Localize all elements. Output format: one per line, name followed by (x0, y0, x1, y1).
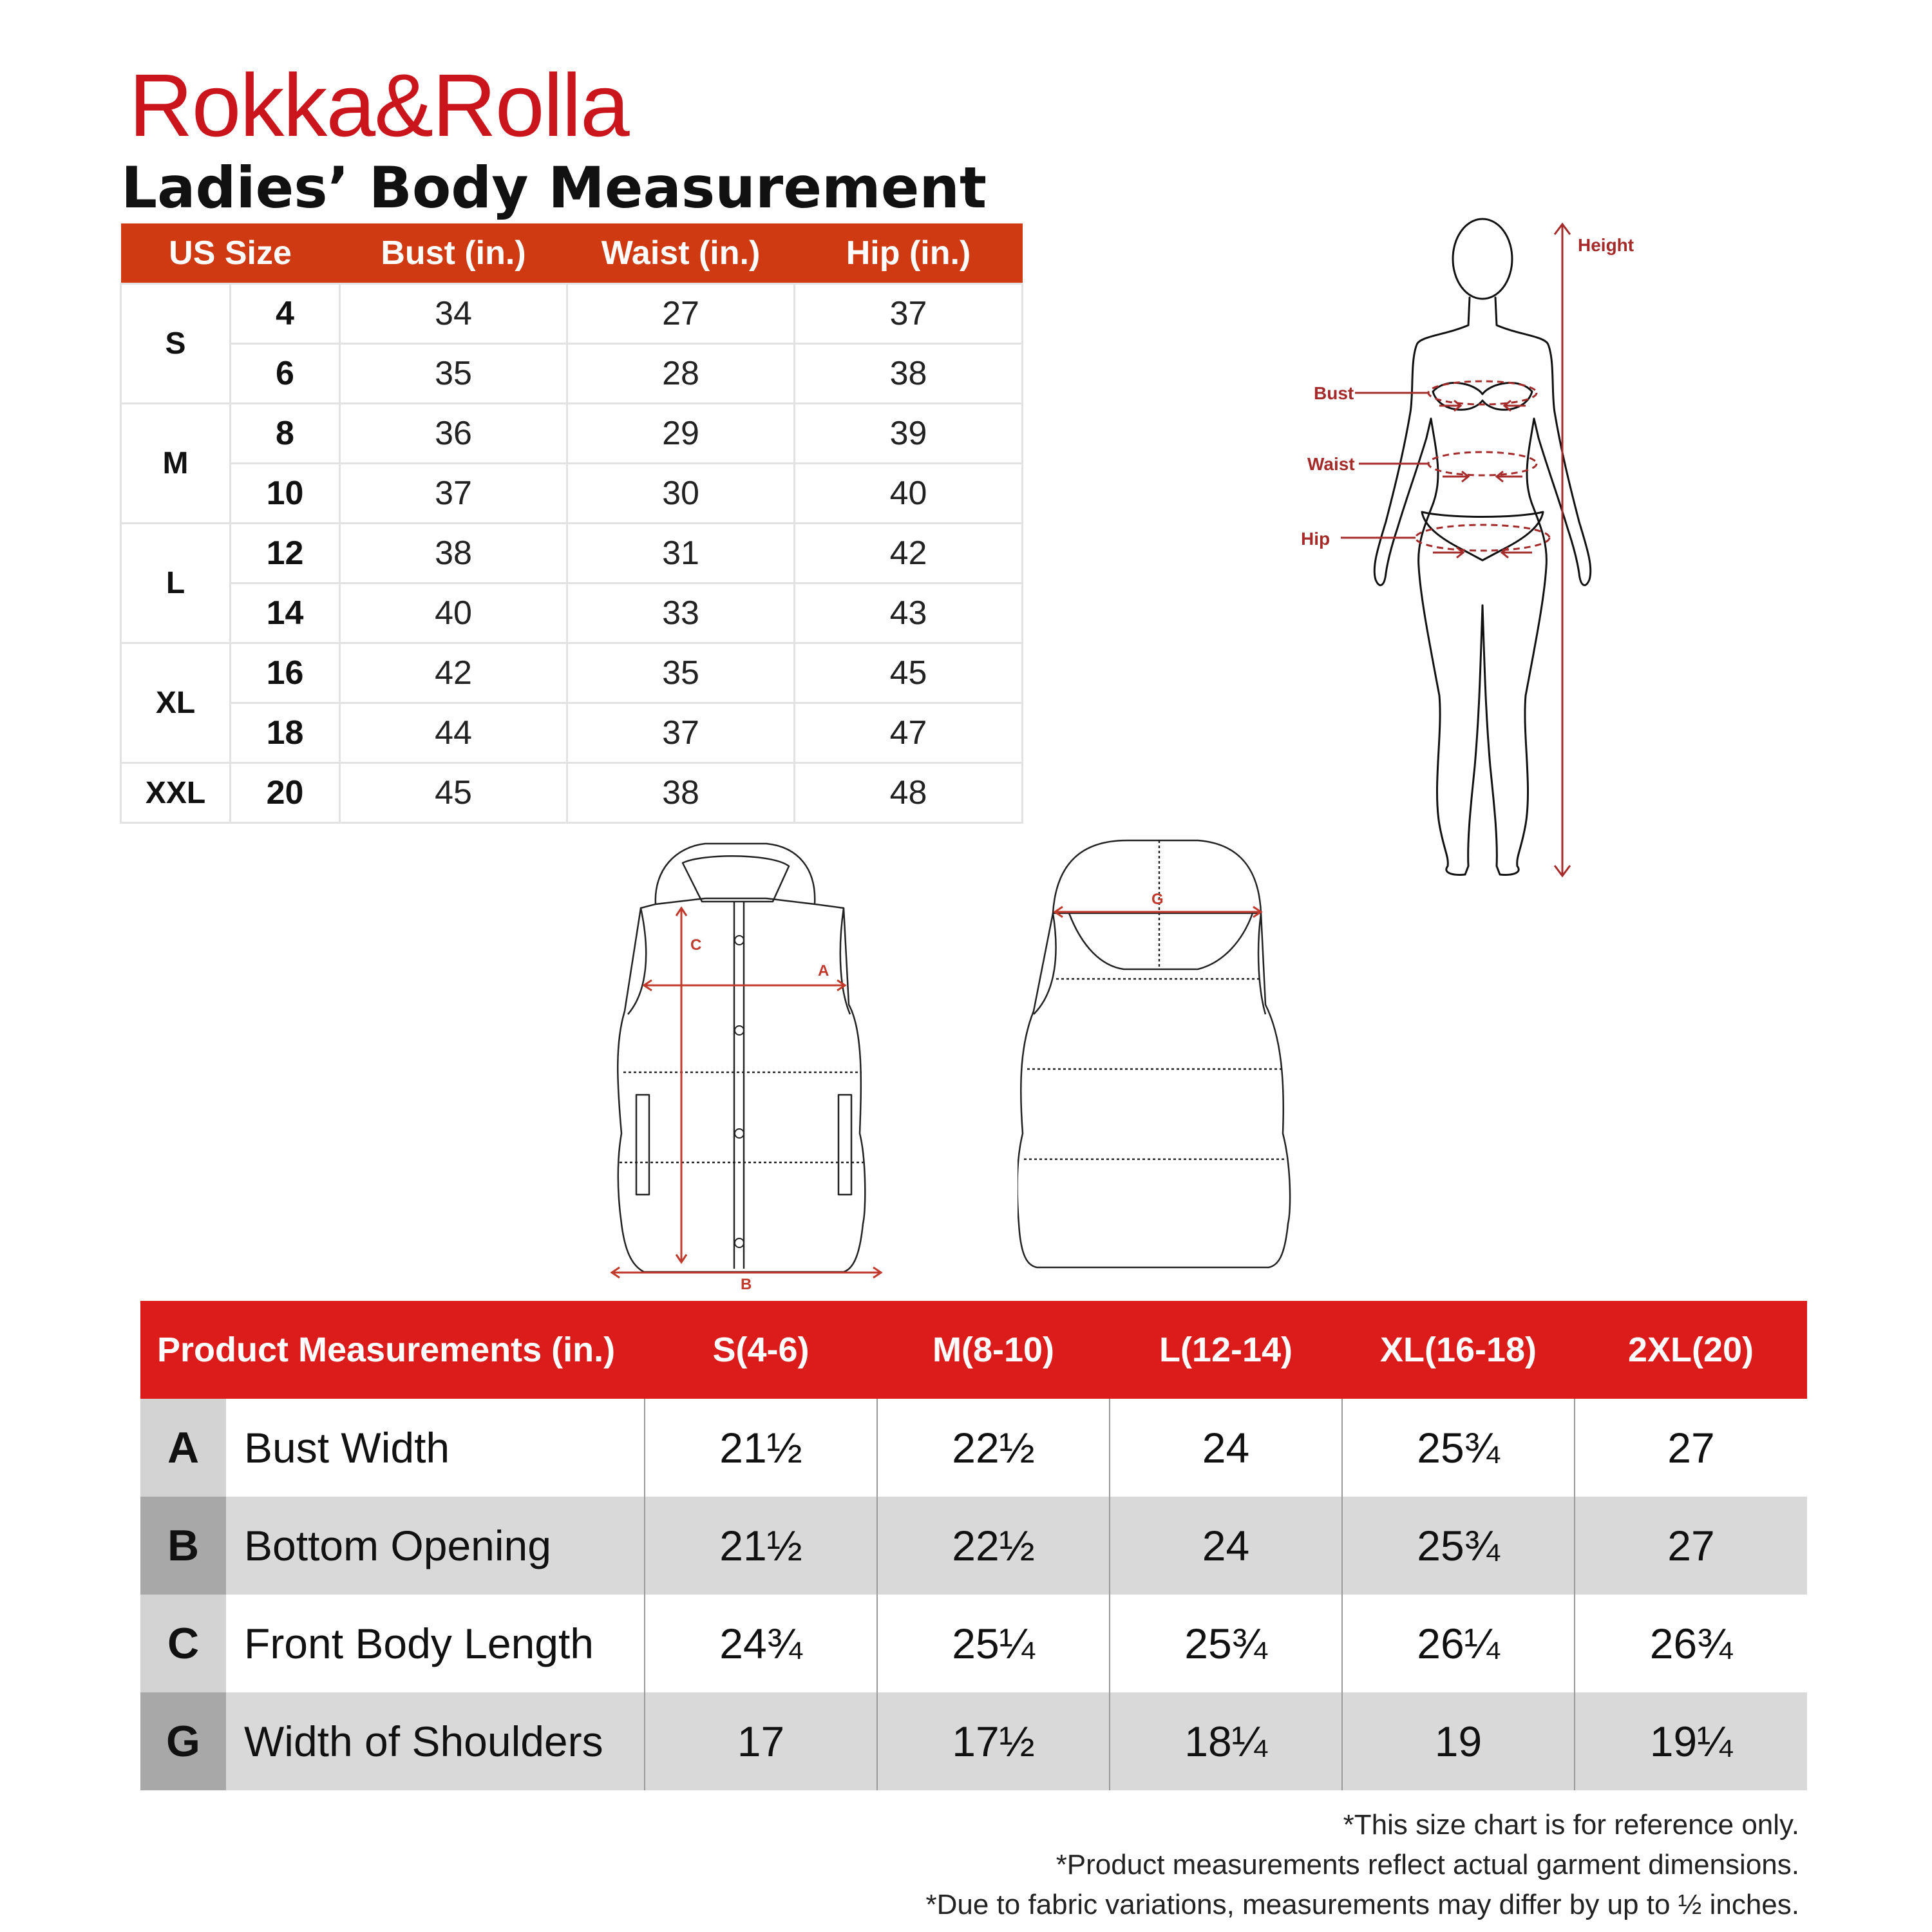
measure-value: 25¾ (1110, 1595, 1342, 1692)
waist-value: 29 (567, 404, 795, 464)
vest-front-diagram (605, 837, 889, 1294)
size-letter: S (121, 284, 231, 404)
measure-code: A (140, 1399, 226, 1497)
body-outline (1374, 219, 1591, 875)
table-row (140, 1692, 1807, 1790)
waist-value: 27 (567, 284, 795, 344)
header-us-size: US Size (121, 223, 340, 284)
table-row (121, 284, 1023, 344)
waist-value: 28 (567, 344, 795, 404)
size-number: 18 (231, 703, 340, 763)
hip-value: 42 (795, 524, 1023, 583)
size-letter: L (121, 524, 231, 643)
table-row (121, 404, 1023, 464)
measure-lines (1341, 224, 1570, 876)
waist-value: 35 (567, 643, 795, 703)
vest-front-outline (618, 844, 865, 1272)
vest-label-b: B (741, 1276, 752, 1293)
measure-code: B (140, 1497, 226, 1595)
footnote-variation: *Due to fabric variations, measurements may differ by up to ½ inches. (925, 1889, 1799, 1920)
body-measurement-table (120, 223, 1023, 824)
body-table-header (121, 223, 1023, 284)
bust-value: 36 (340, 404, 567, 464)
footnote-reference: *This size chart is for reference only. (1343, 1809, 1799, 1841)
size-number: 12 (231, 524, 340, 583)
body-figure-diagram (1275, 206, 1726, 889)
header-waist: Waist (in.) (567, 223, 795, 284)
brand-logo: Rokka&Rolla (129, 56, 629, 155)
header-size-m: M(8-10) (877, 1301, 1110, 1399)
header-size-s: S(4-6) (645, 1301, 877, 1399)
size-number: 14 (231, 583, 340, 643)
hip-value: 38 (795, 344, 1023, 404)
table-row (121, 703, 1023, 763)
header-bust: Bust (in.) (340, 223, 567, 284)
vest-buttons (735, 936, 744, 1247)
measure-value: 21½ (645, 1497, 877, 1595)
measure-value: 24 (1110, 1497, 1342, 1595)
measure-value: 17 (645, 1692, 877, 1790)
bust-value: 42 (340, 643, 567, 703)
waist-value: 31 (567, 524, 795, 583)
size-letter: M (121, 404, 231, 524)
hip-value: 43 (795, 583, 1023, 643)
table-row (121, 524, 1023, 583)
size-number: 6 (231, 344, 340, 404)
measure-code: G (140, 1692, 226, 1790)
measure-label: Bust Width (226, 1399, 645, 1497)
size-number: 4 (231, 284, 340, 344)
table-row (121, 643, 1023, 703)
vest-label-a: A (818, 962, 829, 980)
vest-back-diagram (1018, 837, 1301, 1282)
table-row (140, 1399, 1807, 1497)
measure-value: 21½ (645, 1399, 877, 1497)
bust-value: 38 (340, 524, 567, 583)
measure-value: 27 (1575, 1497, 1807, 1595)
table-row (121, 763, 1023, 823)
size-number: 10 (231, 464, 340, 524)
measure-value: 19¼ (1575, 1692, 1807, 1790)
hip-value: 45 (795, 643, 1023, 703)
size-letter: XL (121, 643, 231, 763)
measure-value: 26¼ (1342, 1595, 1575, 1692)
waist-value: 37 (567, 703, 795, 763)
hip-value: 37 (795, 284, 1023, 344)
header-hip: Hip (in.) (795, 223, 1023, 284)
table-row (140, 1595, 1807, 1692)
vest-label-c: C (690, 936, 702, 954)
waist-value: 33 (567, 583, 795, 643)
bust-value: 40 (340, 583, 567, 643)
bust-value: 45 (340, 763, 567, 823)
header-size-l: L(12-14) (1110, 1301, 1342, 1399)
waist-value: 38 (567, 763, 795, 823)
height-label: Height (1578, 235, 1634, 255)
table-row (140, 1497, 1807, 1595)
measure-value: 22½ (877, 1497, 1110, 1595)
header-product-measurements: Product Measurements (in.) (140, 1301, 645, 1399)
footnote-garment: *Product measurements reflect actual garment dimensions. (1056, 1849, 1799, 1880)
measure-value: 26¾ (1575, 1595, 1807, 1692)
bust-value: 37 (340, 464, 567, 524)
hip-value: 47 (795, 703, 1023, 763)
size-number: 16 (231, 643, 340, 703)
measure-value: 22½ (877, 1399, 1110, 1497)
vest-back-measure-lines (1055, 907, 1261, 917)
product-table-header (140, 1301, 1807, 1399)
hip-value: 39 (795, 404, 1023, 464)
size-number: 20 (231, 763, 340, 823)
table-row (121, 583, 1023, 643)
table-row (121, 344, 1023, 404)
page-title: Ladies’ Body Measurement (121, 155, 987, 221)
measure-label: Front Body Length (226, 1595, 645, 1692)
measure-label: Width of Shoulders (226, 1692, 645, 1790)
measure-value: 24 (1110, 1399, 1342, 1497)
size-letter: XXL (121, 763, 231, 823)
measure-value: 25¾ (1342, 1399, 1575, 1497)
waist-value: 30 (567, 464, 795, 524)
hip-label: Hip (1301, 529, 1331, 549)
vest-label-g: G (1151, 891, 1164, 908)
measure-value: 17½ (877, 1692, 1110, 1790)
measure-value: 27 (1575, 1399, 1807, 1497)
measure-value: 24¾ (645, 1595, 877, 1692)
bust-value: 35 (340, 344, 567, 404)
measure-value: 25¾ (1342, 1497, 1575, 1595)
header-size-2xl: 2XL(20) (1575, 1301, 1807, 1399)
waist-label: Waist (1307, 454, 1355, 474)
table-row (121, 464, 1023, 524)
size-number: 8 (231, 404, 340, 464)
product-measurement-table (140, 1301, 1807, 1790)
measure-value: 18¼ (1110, 1692, 1342, 1790)
bust-value: 34 (340, 284, 567, 344)
measure-value: 19 (1342, 1692, 1575, 1790)
hip-value: 48 (795, 763, 1023, 823)
measure-value: 25¼ (877, 1595, 1110, 1692)
header-size-xl: XL(16-18) (1342, 1301, 1575, 1399)
bust-label: Bust (1314, 383, 1354, 403)
bust-value: 44 (340, 703, 567, 763)
measure-label: Bottom Opening (226, 1497, 645, 1595)
hip-value: 40 (795, 464, 1023, 524)
measure-code: C (140, 1595, 226, 1692)
